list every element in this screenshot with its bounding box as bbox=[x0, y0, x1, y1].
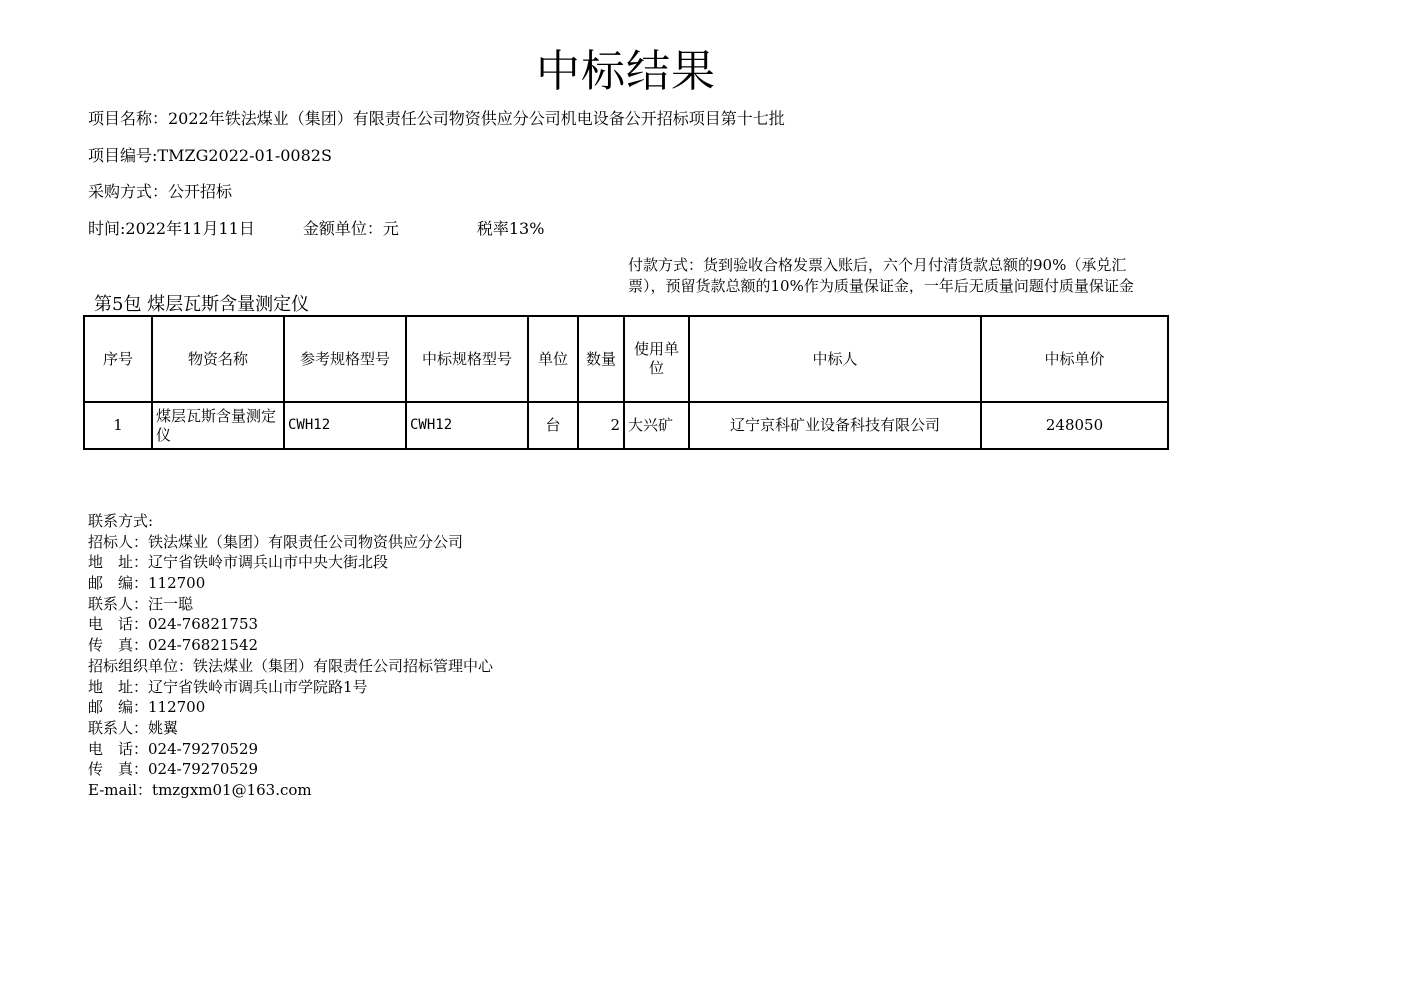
header-awarded-spec: 中标规格型号 bbox=[406, 316, 528, 402]
header-using-unit: 使用单位 bbox=[624, 316, 689, 402]
page-title: 中标结果 bbox=[536, 46, 716, 97]
currency-unit: 金额单位：元 bbox=[302, 219, 399, 238]
header-reference-spec: 参考规格型号 bbox=[284, 316, 406, 402]
contact-line: 传 真：024-76821542 bbox=[88, 636, 259, 655]
header-quantity: 数量 bbox=[578, 316, 624, 402]
contact-email: E-mail：tmzgxm01@163.com bbox=[88, 780, 312, 799]
cell-awarded-spec: CWH12 bbox=[406, 402, 528, 449]
cell-reference-spec: CWH12 bbox=[284, 402, 406, 449]
cell-quantity: 2 bbox=[578, 402, 624, 449]
contact-line: 联系人：汪一聪 bbox=[88, 594, 194, 613]
award-result-table bbox=[83, 315, 1169, 450]
table-header-row bbox=[84, 316, 1168, 402]
procurement-method: 采购方式：公开招标 bbox=[88, 182, 233, 201]
table-row bbox=[84, 402, 1168, 449]
announcement-date: 时间:2022年11月11日 bbox=[88, 219, 255, 238]
contact-line: 电 话：024-79270529 bbox=[88, 739, 259, 758]
contact-line: 招标组织单位：铁法煤业（集团）有限责任公司招标管理中心 bbox=[88, 656, 494, 675]
project-name: 项目名称：2022年铁法煤业（集团）有限责任公司物资供应分公司机电设备公开招标项目第十七批 bbox=[88, 109, 785, 128]
contact-line: 地 址：辽宁省铁岭市调兵山市中央大街北段 bbox=[88, 553, 389, 572]
header-unit-price: 中标单价 bbox=[981, 316, 1168, 402]
contact-line: 招标人：铁法煤业（集团）有限责任公司物资供应分公司 bbox=[88, 532, 464, 551]
contact-line: 传 真：024-79270529 bbox=[88, 760, 259, 779]
time-currency-tax-row bbox=[88, 218, 544, 240]
project-number: 项目编号:TMZG2022-01-0082S bbox=[88, 146, 332, 165]
contact-block bbox=[88, 511, 493, 801]
header-winner: 中标人 bbox=[689, 316, 981, 402]
cell-unit: 台 bbox=[528, 402, 578, 449]
cell-unit-price: 248050 bbox=[981, 402, 1168, 449]
cell-winner: 辽宁京科矿业设备科技有限公司 bbox=[689, 402, 981, 449]
contact-heading: 联系方式: bbox=[88, 512, 154, 530]
contact-line: 电 话：024-76821753 bbox=[88, 615, 259, 634]
package-title: 第5包 煤层瓦斯含量测定仪 bbox=[94, 294, 310, 315]
cell-using-unit: 大兴矿 bbox=[624, 402, 689, 449]
header-material-name: 物资名称 bbox=[152, 316, 284, 402]
cell-material-name: 煤层瓦斯含量测定仪 bbox=[152, 402, 284, 449]
contact-line: 地 址：辽宁省铁岭市调兵山市学院路1号 bbox=[88, 677, 368, 696]
contact-line: 邮 编：112700 bbox=[88, 698, 206, 717]
header-unit: 单位 bbox=[528, 316, 578, 402]
contact-line: 邮 编：112700 bbox=[88, 574, 206, 593]
header-seq: 序号 bbox=[84, 316, 152, 402]
payment-terms: 付款方式：货到验收合格发票入账后，六个月付清货款总额的90%（承兑汇票），预留货款总额的10%作为质量保证金，一年后无质量问题付质量保证金 bbox=[628, 256, 1134, 295]
contact-line: 联系人：姚翼 bbox=[88, 718, 179, 737]
cell-seq: 1 bbox=[84, 402, 152, 449]
tax-rate: 税率13% bbox=[476, 219, 545, 238]
